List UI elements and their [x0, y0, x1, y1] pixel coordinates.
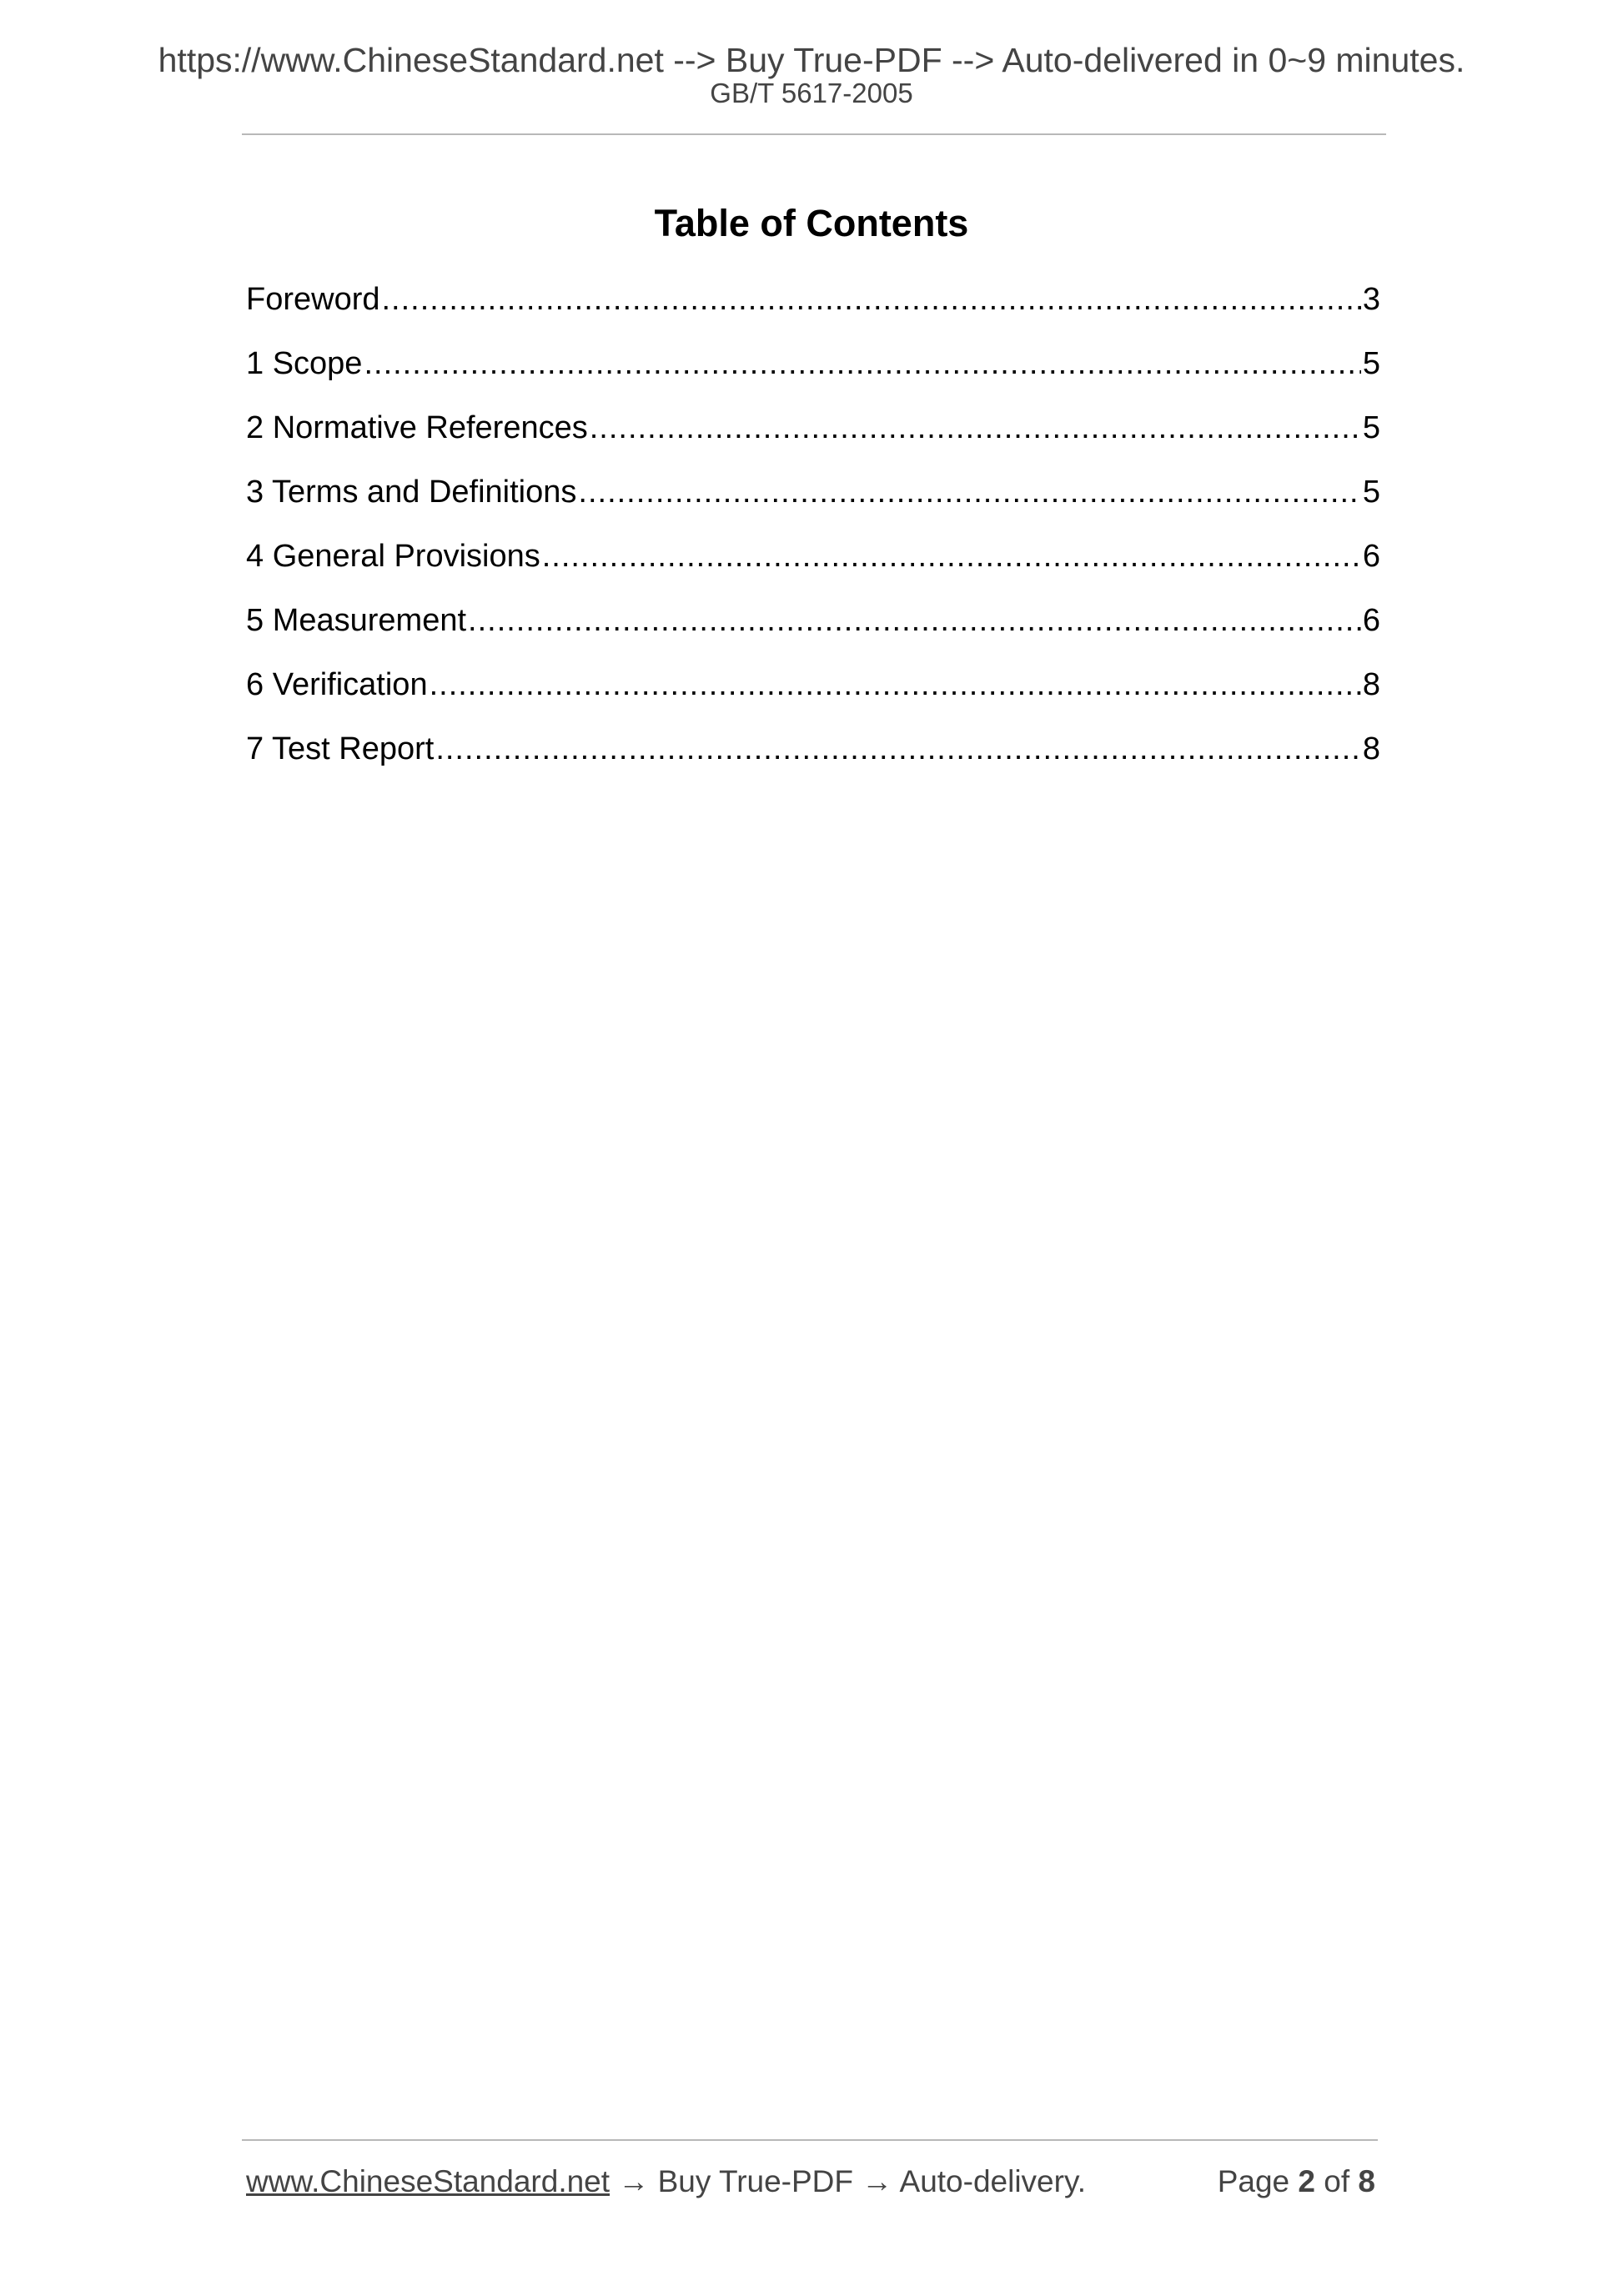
- toc-leader-dots: [542, 540, 1361, 572]
- toc-entry-page: 5: [1362, 346, 1380, 381]
- toc-entry-scope[interactable]: [246, 348, 1380, 412]
- toc-leader-dots: [430, 669, 1361, 701]
- toc-leader-dots: [468, 605, 1361, 636]
- toc-entry-page: 5: [1362, 475, 1380, 510]
- toc-leader-dots: [590, 412, 1361, 444]
- toc-entry-terms-and-definitions[interactable]: [246, 476, 1380, 540]
- header-divider: [242, 133, 1386, 135]
- toc-entry-verification[interactable]: [246, 669, 1380, 733]
- footer-divider: [242, 2139, 1378, 2141]
- toc-entry-page: 8: [1362, 731, 1380, 766]
- footer-tagline: → Buy True-PDF → Auto-delivery.: [610, 2164, 1086, 2198]
- toc-entry-general-provisions[interactable]: [246, 540, 1380, 605]
- toc-entry-foreword[interactable]: [246, 284, 1380, 348]
- toc-entry-normative-references[interactable]: [246, 412, 1380, 476]
- toc-entry-label: Foreword: [246, 282, 380, 317]
- page-word: Page: [1217, 2164, 1290, 2198]
- toc-leader-dots: [578, 476, 1360, 508]
- toc-entry-measurement[interactable]: [246, 605, 1380, 669]
- current-page-number: 2: [1298, 2164, 1315, 2198]
- toc-leader-dots: [364, 348, 1360, 379]
- source-banner: https://www.ChineseStandard.net --> Buy True-PDF --> Auto-delivered in 0~9 minutes.: [158, 41, 1465, 79]
- toc-entry-page: 3: [1362, 282, 1380, 317]
- toc-entry-label: 6 Verification: [246, 667, 428, 702]
- toc-entry-label: 4 General Provisions: [246, 539, 540, 574]
- toc-leader-dots: [435, 733, 1361, 765]
- toc-entry-page: 6: [1362, 539, 1380, 574]
- standard-code: GB/T 5617-2005: [710, 78, 913, 108]
- toc-list: [246, 284, 1380, 797]
- toc-entry-label: 1 Scope: [246, 346, 363, 381]
- toc-entry-label: 3 Terms and Definitions: [246, 475, 577, 510]
- toc-title: Table of Contents: [654, 202, 969, 244]
- toc-entry-page: 6: [1362, 603, 1380, 638]
- toc-entry-label: 7 Test Report: [246, 731, 435, 766]
- toc-entry-label: 5 Measurement: [246, 603, 467, 638]
- of-word: of: [1324, 2164, 1350, 2198]
- toc-entry-page: 8: [1362, 667, 1380, 702]
- toc-entry-test-report[interactable]: [246, 733, 1380, 797]
- footer-site-link[interactable]: www.ChineseStandard.net: [246, 2164, 611, 2198]
- toc-entry-page: 5: [1362, 410, 1380, 445]
- footer-promo: [246, 2166, 1086, 2197]
- total-page-count: 8: [1358, 2164, 1375, 2198]
- page-indicator: [1218, 2166, 1375, 2197]
- toc-entry-label: 2 Normative References: [246, 410, 588, 445]
- toc-leader-dots: [382, 284, 1361, 315]
